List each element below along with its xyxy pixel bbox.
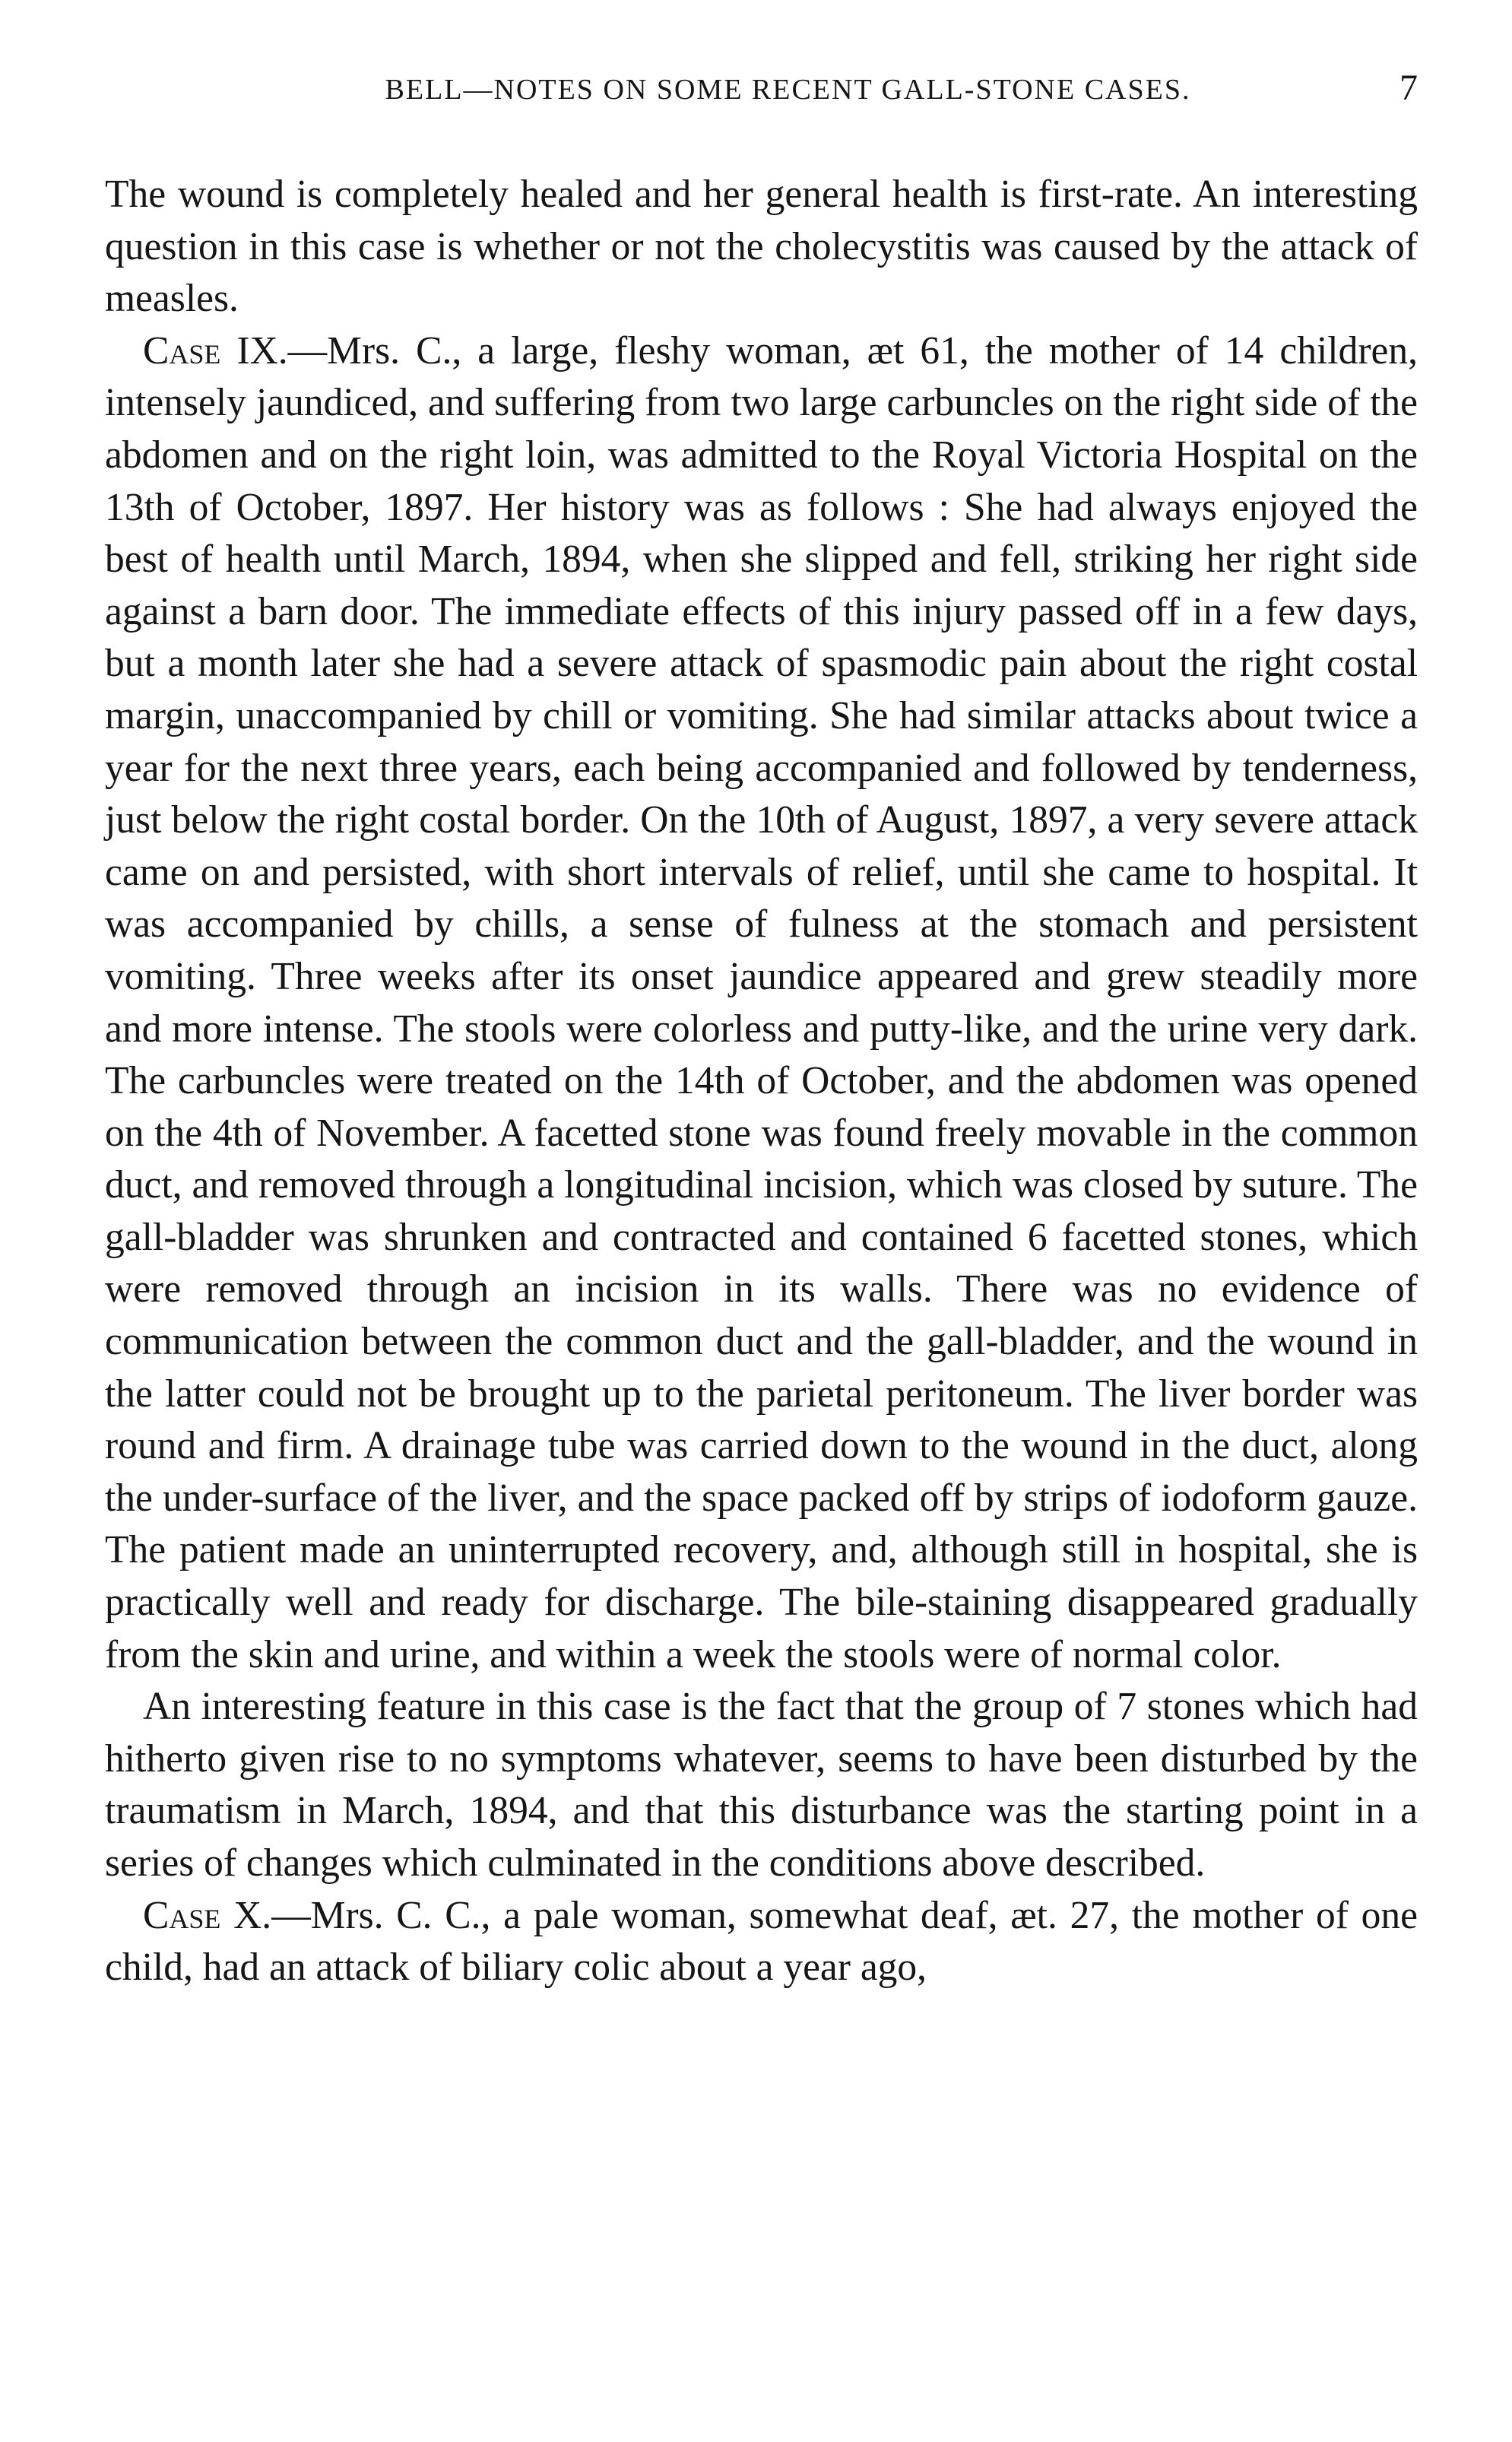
paragraph-continuation — [105, 169, 1418, 325]
case-label: Case IX. — [143, 328, 288, 373]
body-text — [105, 169, 1418, 1994]
paragraph-case-x — [105, 1890, 1418, 1994]
paragraph-case-ix — [105, 325, 1418, 1681]
paragraph-text: The wound is completely healed and her general health is first-rate. An interesting question in this case is whether or not the cholecystitis was caused by the attack of measles. — [105, 173, 1418, 321]
book-page — [105, 67, 1418, 1994]
paragraph-text: —Mrs. C. C., a pale woman, somewhat deaf, æt. 27, the mother of one child, had an attack of biliary colic about a year ago, — [105, 1893, 1418, 1990]
case-label: Case X. — [143, 1893, 272, 1937]
running-head-title: BELL—NOTES ON SOME RECENT GALL-STONE CASES. — [385, 74, 1191, 106]
paragraph-interesting-feature — [105, 1681, 1418, 1889]
page-number: 7 — [1399, 68, 1418, 108]
paragraph-text: An interesting feature in this case is the fact that the group of 7 stones which had hitherto given rise to no symptoms whatever, seems to have been disturbed by the traumatism in March, 1894, and that this disturbance was the starting point in a series of changes which culminated in the conditions above described. — [105, 1685, 1418, 1885]
paragraph-text: —Mrs. C., a large, fleshy woman, æt 61, the mother of 14 children, intensely jaundiced, and suffering from two large carbuncles on the right side of the abdomen and on the right loin, was admitted to the Royal Victoria Hospital on the 13th of October, 1897. Her history was as follows : She had always enjoyed the best of health until March, 1894, when she slipped and fell, striking her right side against a barn door. The immediate effects of this injury passed off in a few days, but a month later she had a severe attack of spasmodic pain about the right costal margin, unaccompanied by chill or vomiting. She had similar attacks about twice a year for the next three years, each being accompanied and followed by tenderness, just below the right costal border. On the 10th of August, 1897, a very severe attack came on and persisted, with short intervals of relief, until she came to hospital. It was accompanied by chills, a sense of fulness at the stomach and persistent vomiting. Three weeks after its onset jaundice appeared and grew steadily more and more intense. The stools were colorless and putty-like, and the urine very dark. The carbuncles were treated on the 14th of October, and the abdomen was opened on the 4th of November. A facetted stone was found freely movable in the common duct, and removed through a longitudinal incision, which was closed by suture. The gall-bladder was shrunken and contracted and contained 6 facetted stones, which were removed through an incision in its walls. There was no evidence of communication between the common duct and the gall-bladder, and the wound in the latter could not be brought up to the parietal peritoneum. The liver border was round and firm. A drainage tube was carried down to the wound in the duct, along the under-surface of the liver, and the space packed off by strips of iodoform gauze. The patient made an uninterrupted recovery, and, although still in hospital, she is practically well and ready for discharge. The bile-staining disappeared gradually from the skin and urine, and within a week the stools were of normal color. — [105, 328, 1418, 1676]
running-header — [105, 67, 1418, 116]
